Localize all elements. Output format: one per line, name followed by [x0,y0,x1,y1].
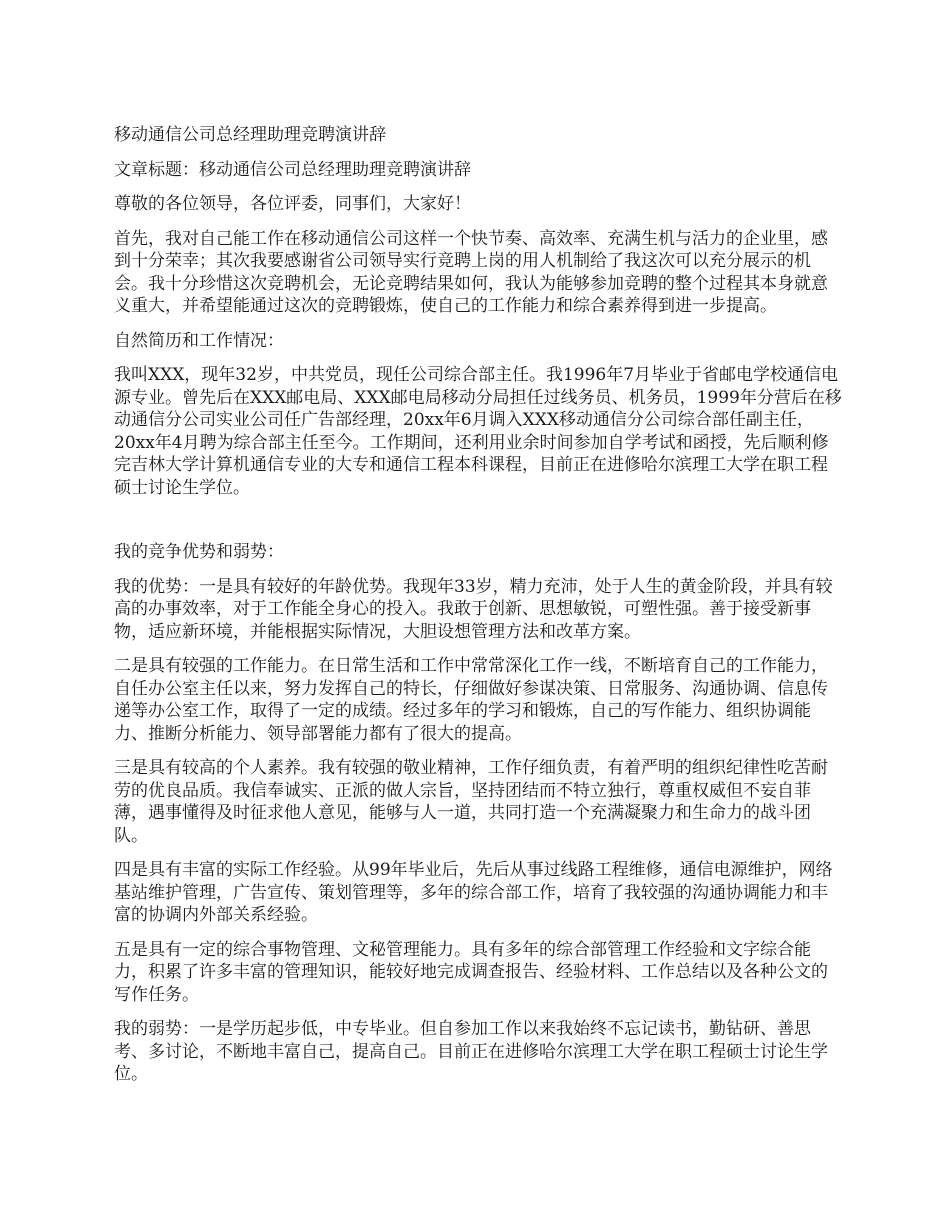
strength-paragraph-3: 三是具有较高的个人素养。我有较强的敬业精神，工作仔细负责，有着严明的组织纪律性吃苦耐劳的优良品质。我信奉诚实、正派的做人宗旨，坚持团结而不特立独行，尊重权威但不妄自菲薄，遇事懂得及时征求他人意见，能够与人一道，共同打造一个充满凝聚力和生命力的战斗团队。 [114,758,828,846]
resume-paragraph: 我叫XXX，现年32岁，中共党员，现任公司综合部主任。我1996年7月毕业于省邮电学校通信电源专业。曾先后在XXX邮电局、XXX邮电局移动分局担任过线务员、机务员，1999年分营后在移动通信分公司实业公司任广告部经理，20xx年6月调入XXX移动通信分公司综合部任副主任，20xx年4月聘为综合部主任至今。工作期间，还利用业余时间参加自学考试和函授，先后顺利修完吉林大学计算机通信专业的大专和通信工程本科课程，目前正在进修哈尔滨理工大学在职工程硕士讨论生学位。 [114,365,842,498]
strengths-heading: 我的竞争优势和弱势： [114,542,284,562]
strength-paragraph-2: 二是具有较强的工作能力。在日常生活和工作中常常深化工作一线，不断培育自己的工作能力，自任办公室主任以来，努力发挥自己的特长，仔细做好参谋决策、日常服务、沟通协调、信息传递等办公室工作，取得了一定的成绩。经过多年的学习和锻炼，自己的写作能力、组织协调能力、推断分析能力、领导部署能力都有了很大的提高。 [114,656,828,744]
strength-paragraph-5: 五是具有一定的综合事物管理、文秘管理能力。具有多年的综合部管理工作经验和文字综合能力，积累了许多丰富的管理知识，能较好地完成调查报告、经验材料、工作总结以及各种公文的写作任务。 [114,939,828,1005]
weakness-paragraph: 我的弱势：一是学历起步低，中专毕业。但自参加工作以来我始终不忘记读书，勤钻研、善思考、多讨论，不断地丰富自己，提高自己。目前正在进修哈尔滨理工大学在职工程硕士讨论生学位。 [114,1019,828,1084]
strength-paragraph-1: 我的优势：一是具有较好的年龄优势。我现年33岁，精力充沛，处于人生的黄金阶段，并具有较高的办事效率，对于工作能全身心的投入。我敢于创新、思想敏锐，可塑性强。善于接受新事物，适应新环境，并能根据实际情况，大胆设想管理方法和改革方案。 [114,576,833,642]
resume-heading: 自然简历和工作情况： [114,330,284,351]
document-title: 移动通信公司总经理助理竞聘演讲辞 [114,125,386,145]
greeting-paragraph: 尊敬的各位领导，各位评委，同事们，大家好！ [114,194,471,214]
intro-paragraph: 首先，我对自己能工作在移动通信公司这样一个快节奏、高效率、充满生机与活力的企业里，感到十分荣幸；其次我要感谢省公司领导实行竞聘上岗的用人机制给了我这次可以充分展示的机会。我十分珍惜这次竞聘机会，无论竞聘结果如何，我认为能够参加竞聘的整个过程其本身就意义重大，并希望能通过这次的竞聘锻炼，使自己的工作能力和综合素养得到进一步提高。 [114,228,828,316]
article-title: 文章标题：移动通信公司总经理助理竞聘演讲辞 [114,159,471,180]
document-body [114,124,844,1098]
strength-paragraph-4: 四是具有丰富的实际工作经验。从99年毕业后，先后从事过线路工程维修，通信电源维护，网络基站维护管理，广告宣传、策划管理等，多年的综合部工作，培育了我较强的沟通协调能力和丰富的协调内外部关系经验。 [114,860,833,925]
